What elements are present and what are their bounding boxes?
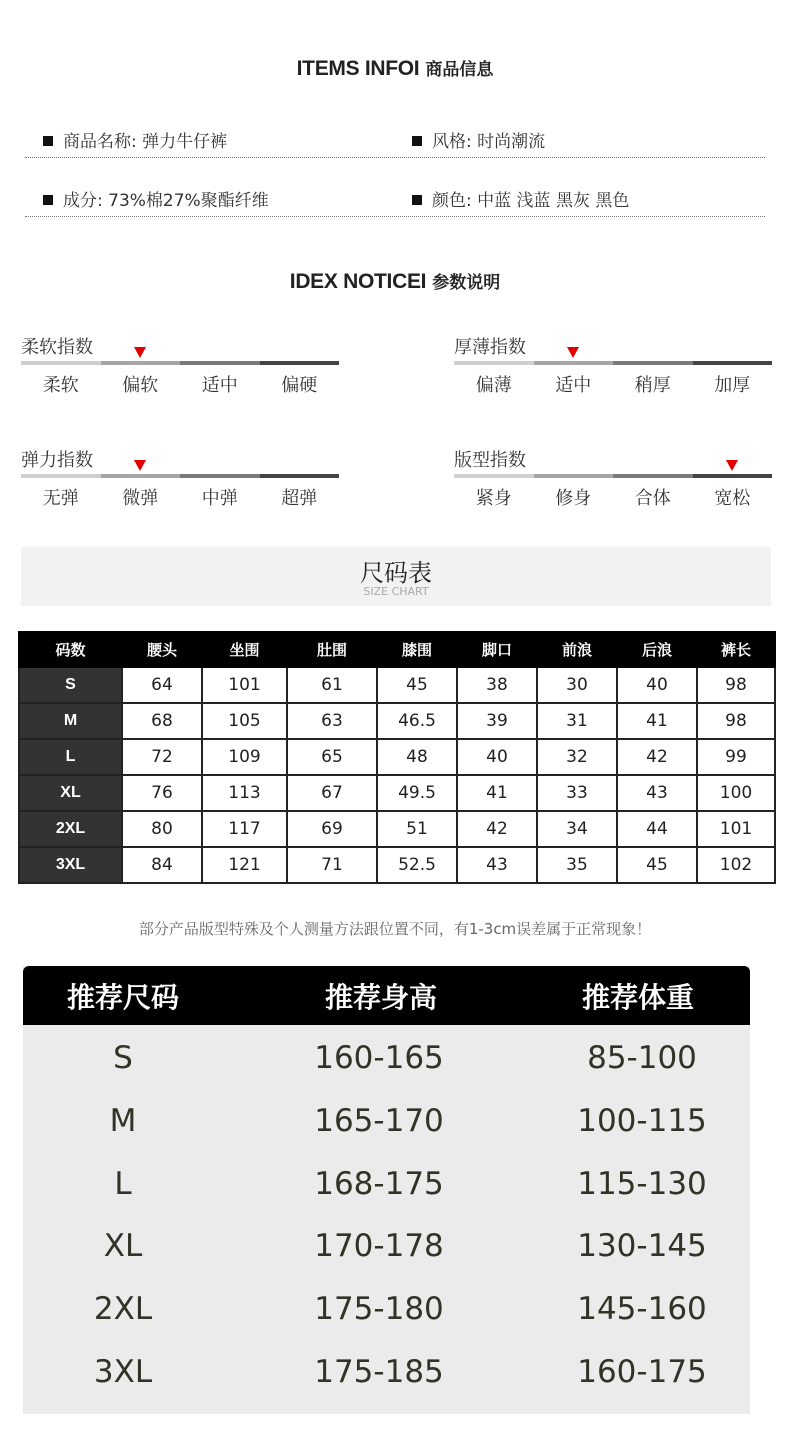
measurement-cell: 49.5 xyxy=(377,775,457,811)
scale-option: 偏硬 xyxy=(281,375,318,396)
scale-option: 加厚 xyxy=(714,375,751,396)
measurement-cell: 52.5 xyxy=(377,847,457,883)
measurement-cell: 113 xyxy=(202,775,287,811)
selected-marker-icon xyxy=(134,460,146,471)
rec-size-cell: S xyxy=(113,1040,133,1076)
table-row xyxy=(19,739,775,775)
scale-segment xyxy=(693,474,773,478)
dotted-divider xyxy=(25,216,765,217)
table-row xyxy=(19,847,775,883)
size-table-header: 裤长 xyxy=(697,632,775,667)
measurement-cell: 121 xyxy=(202,847,287,883)
measurement-cell: 98 xyxy=(697,703,775,739)
rec-size-cell: 3XL xyxy=(93,1354,153,1390)
scale-segment xyxy=(180,361,260,365)
measurement-cell: 61 xyxy=(287,667,377,703)
rec-header-weight: 推荐体重 xyxy=(582,981,695,1014)
scale-option: 无弹 xyxy=(42,488,79,509)
size-table-header: 前浪 xyxy=(537,632,617,667)
size-label-cell: M xyxy=(19,703,122,739)
index-notice-title-zh: 参数说明 xyxy=(432,273,501,293)
rec-size-cell: M xyxy=(109,1102,137,1139)
scale-option: 中弹 xyxy=(201,488,238,509)
scale-title: 厚薄指数 xyxy=(454,337,526,358)
size-table-header: 膝围 xyxy=(377,632,457,667)
rec-height-cell: 168-175 xyxy=(314,1165,444,1202)
selected-marker-icon xyxy=(134,347,146,358)
measurement-cell: 102 xyxy=(697,847,775,883)
rec-size-cell: XL xyxy=(103,1228,143,1265)
measurement-cell: 101 xyxy=(202,667,287,703)
measurement-cell: 31 xyxy=(537,703,617,739)
size-table-header: 坐围 xyxy=(202,632,287,667)
size-label-cell: 3XL xyxy=(19,847,122,883)
measurement-cell: 48 xyxy=(377,739,457,775)
scale-segment xyxy=(613,474,693,478)
rec-weight-cell: 85-100 xyxy=(587,1040,697,1076)
size-label-cell: S xyxy=(19,667,122,703)
measurement-cell: 46.5 xyxy=(377,703,457,739)
scale-option: 宽松 xyxy=(714,488,751,509)
rec-weight-cell: 115-130 xyxy=(577,1165,707,1202)
measurement-cell: 63 xyxy=(287,703,377,739)
scale-segment xyxy=(534,361,614,365)
size-table-header: 腰头 xyxy=(122,632,202,667)
measurement-cell: 98 xyxy=(697,667,775,703)
size-table-header: 码数 xyxy=(19,632,122,667)
bullet-square-icon xyxy=(43,136,53,146)
scale-title: 柔软指数 xyxy=(21,337,93,358)
table-row xyxy=(19,811,775,847)
recommendation-panel xyxy=(23,966,750,1414)
scale-segment xyxy=(454,361,534,365)
measurement-cell: 45 xyxy=(617,847,697,883)
info-color-text: 颜色: 中蓝 浅蓝 黑灰 黑色 xyxy=(432,191,630,211)
scale-option: 超弹 xyxy=(281,488,318,509)
selected-marker-icon xyxy=(567,347,579,358)
measurement-cell: 45 xyxy=(377,667,457,703)
table-row xyxy=(19,775,775,811)
elasticity-scale xyxy=(21,446,339,526)
measurement-cell: 67 xyxy=(287,775,377,811)
measurement-cell: 32 xyxy=(537,739,617,775)
measurement-cell: 80 xyxy=(122,811,202,847)
measurement-cell: 68 xyxy=(122,703,202,739)
rec-weight-cell: 145-160 xyxy=(577,1291,707,1328)
info-product-name-text: 商品名称: 弹力牛仔裤 xyxy=(63,132,228,152)
scale-title: 弹力指数 xyxy=(21,450,93,471)
thickness-scale xyxy=(454,333,772,413)
scale-segment xyxy=(260,361,340,365)
scale-option: 微弹 xyxy=(122,488,159,509)
measurement-cell: 51 xyxy=(377,811,457,847)
measurement-cell: 34 xyxy=(537,811,617,847)
measurement-cell: 43 xyxy=(617,775,697,811)
measurement-cell: 64 xyxy=(122,667,202,703)
info-product-name xyxy=(43,127,227,152)
size-label-cell: 2XL xyxy=(19,811,122,847)
rec-header-size: 推荐尺码 xyxy=(67,981,180,1014)
items-info-title-en: ITEMS INFOI xyxy=(296,57,420,80)
info-material xyxy=(43,186,269,211)
measurement-cell: 40 xyxy=(617,667,697,703)
table-row xyxy=(19,703,775,739)
measurement-cell: 69 xyxy=(287,811,377,847)
scale-segment xyxy=(260,474,340,478)
measurement-cell: 40 xyxy=(457,739,537,775)
rec-height-cell: 165-170 xyxy=(314,1102,444,1139)
scale-segment xyxy=(454,474,534,478)
size-chart-header xyxy=(21,547,771,606)
info-style-text: 风格: 时尚潮流 xyxy=(432,132,546,152)
info-color xyxy=(412,186,629,211)
measurement-cell: 41 xyxy=(617,703,697,739)
scale-option: 稍厚 xyxy=(634,375,671,396)
items-info-title-zh: 商品信息 xyxy=(425,60,494,80)
measurement-cell: 76 xyxy=(122,775,202,811)
scale-option: 适中 xyxy=(555,375,592,396)
measurement-cell: 101 xyxy=(697,811,775,847)
scale-title: 版型指数 xyxy=(454,450,526,471)
measurement-cell: 72 xyxy=(122,739,202,775)
measurement-cell: 44 xyxy=(617,811,697,847)
scale-option: 偏软 xyxy=(122,375,159,396)
index-notice-title xyxy=(0,268,790,294)
info-style xyxy=(412,127,545,152)
size-table-header: 肚围 xyxy=(287,632,377,667)
measurement-cell: 33 xyxy=(537,775,617,811)
measurement-cell: 42 xyxy=(617,739,697,775)
items-info-title xyxy=(0,55,790,81)
softness-scale xyxy=(21,333,339,413)
measurement-cell: 100 xyxy=(697,775,775,811)
scale-segment xyxy=(21,474,101,478)
measurement-cell: 42 xyxy=(457,811,537,847)
info-material-text: 成分: 73%棉27%聚酯纤维 xyxy=(63,191,269,211)
measurement-cell: 38 xyxy=(457,667,537,703)
size-table-header: 后浪 xyxy=(617,632,697,667)
scale-option: 修身 xyxy=(555,488,592,509)
size-chart-title: 尺码表 xyxy=(360,559,432,587)
bullet-square-icon xyxy=(43,195,53,205)
measurement-cell: 71 xyxy=(287,847,377,883)
size-label-cell: XL xyxy=(19,775,122,811)
measurement-cell: 99 xyxy=(697,739,775,775)
measurement-cell: 84 xyxy=(122,847,202,883)
scale-option: 偏薄 xyxy=(475,375,512,396)
measurement-cell: 43 xyxy=(457,847,537,883)
scale-segment xyxy=(180,474,260,478)
dotted-divider xyxy=(25,157,765,158)
size-table-header: 脚口 xyxy=(457,632,537,667)
measurement-note: 部分产品版型特殊及个人测量方法跟位置不同，有1-3cm误差属于正常现象！ xyxy=(138,920,652,938)
size-table xyxy=(18,631,776,884)
rec-height-cell: 175-180 xyxy=(314,1291,444,1328)
rec-size-cell: 2XL xyxy=(93,1291,153,1328)
size-label-cell: L xyxy=(19,739,122,775)
size-chart-subtitle: SIZE CHART xyxy=(363,585,429,598)
scale-segment xyxy=(21,361,101,365)
scale-segment xyxy=(613,361,693,365)
rec-height-cell: 175-185 xyxy=(314,1354,444,1390)
measurement-cell: 109 xyxy=(202,739,287,775)
bullet-square-icon xyxy=(412,136,422,146)
bullet-square-icon xyxy=(412,195,422,205)
measurement-cell: 39 xyxy=(457,703,537,739)
scale-segment xyxy=(101,474,181,478)
scale-segment xyxy=(101,361,181,365)
rec-weight-cell: 160-175 xyxy=(577,1354,707,1390)
rec-size-cell: L xyxy=(114,1165,132,1202)
rec-height-cell: 170-178 xyxy=(314,1228,444,1265)
measurement-cell: 30 xyxy=(537,667,617,703)
index-notice-title-en: IDEX NOTICEI xyxy=(289,270,427,293)
selected-marker-icon xyxy=(726,460,738,471)
scale-segment xyxy=(534,474,614,478)
rec-header-height: 推荐身高 xyxy=(325,981,438,1014)
fit-scale xyxy=(454,446,772,526)
measurement-cell: 35 xyxy=(537,847,617,883)
rec-weight-cell: 130-145 xyxy=(577,1228,707,1265)
measurement-cell: 65 xyxy=(287,739,377,775)
scale-option: 合体 xyxy=(634,488,671,509)
rec-weight-cell: 100-115 xyxy=(577,1102,707,1139)
rec-height-cell: 160-165 xyxy=(314,1040,444,1076)
scale-option: 紧身 xyxy=(475,488,512,509)
table-row xyxy=(19,667,775,703)
scale-segment xyxy=(693,361,773,365)
scale-option: 适中 xyxy=(201,375,238,396)
measurement-cell: 105 xyxy=(202,703,287,739)
recommendation-header xyxy=(23,966,750,1025)
scale-option: 柔软 xyxy=(42,375,79,396)
measurement-cell: 41 xyxy=(457,775,537,811)
measurement-cell: 117 xyxy=(202,811,287,847)
